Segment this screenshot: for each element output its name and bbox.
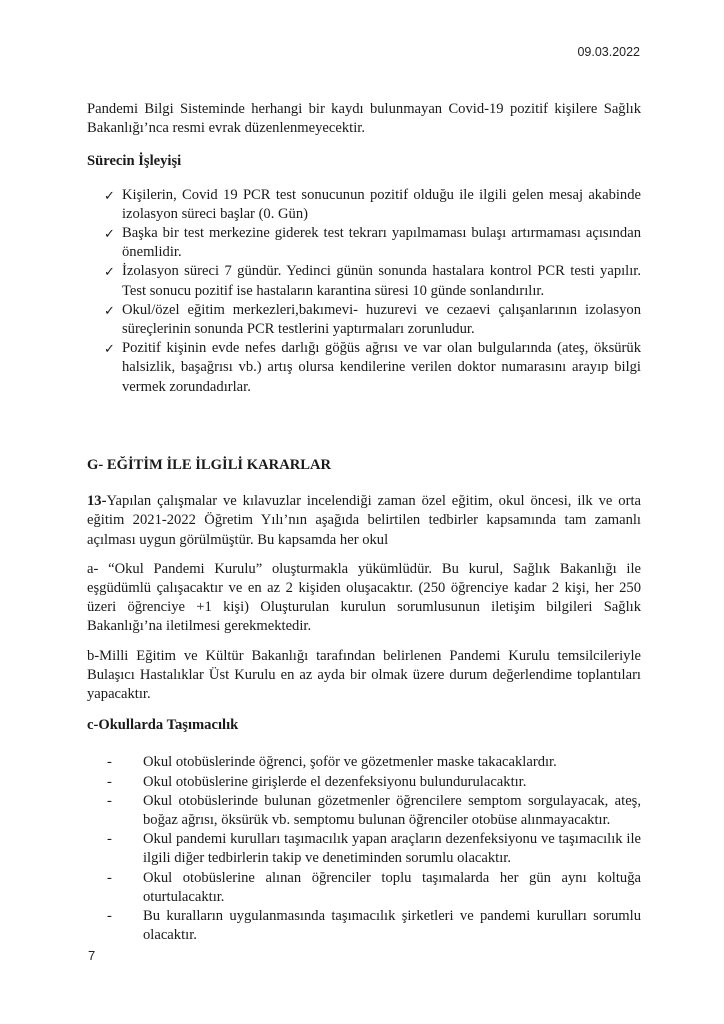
list-item: ✓ Başka bir test merkezine giderek test tekrarı yapılmaması bulaşı artırmaması açısından önemlidir.: [104, 225, 641, 261]
checkmark-icon: ✓: [104, 341, 115, 357]
item-13-paragraph: 13-Yapılan çalışmalar ve kılavuzlar incelendiği zaman özel eğitim, okul öncesi, ilk ve orta eğitim 2021-2022 Öğretim Yılı’nın aşağıda belirtilen tedbirler kapsamında tam zamanlı açılması uygun görülmüştür. Bu kapsamda her okul: [87, 493, 641, 548]
dash-bullet-icon: -: [107, 831, 112, 848]
dash-bullet-icon: -: [107, 773, 112, 790]
checkmark-icon: ✓: [104, 264, 115, 280]
page-body: [87, 100, 641, 397]
document-date: 09.03.2022: [577, 45, 640, 59]
dash-bullet-icon: -: [107, 754, 112, 771]
checkmark-icon: ✓: [104, 187, 115, 203]
checkmark-icon: ✓: [104, 226, 115, 242]
list-item: ✓ Pozitif kişinin evde nefes darlığı göğüs ağrısı ve var olan bulgularında (ateş, öksürük halsizlik, başağrısı vb.) artış olursa kendilerine verilen doktor numarasını arayıp bilgi vermek zorundadırlar.: [104, 340, 641, 395]
list-item: ✓ Kişilerin, Covid 19 PCR test sonucunun pozitif olduğu ile ilgili gelen mesaj akabinde izolasyon süreci başlar (0. Gün): [104, 186, 641, 222]
list-item: - Bu kuralların uygulanmasında taşımacılık şirketleri ve pandemi kurulları sorumlu olacaktır.: [107, 908, 641, 944]
section-g: [87, 456, 641, 945]
dash-bullet-icon: -: [107, 869, 112, 886]
process-list: [87, 186, 641, 397]
dash-bullet-icon: -: [107, 908, 112, 925]
list-item: - Okul otobüslerinde öğrenci, şoför ve gözetmenler maske takacaklardır.: [107, 753, 641, 772]
dash-bullet-icon: -: [107, 792, 112, 809]
transport-list: [87, 753, 641, 945]
checkmark-icon: ✓: [104, 302, 115, 318]
list-item: - Okul otobüslerinde bulunan gözetmenler öğrencilere semptom sorgulayacak, ateş, boğaz ağrısı, öksürük vb. semptomu bulunan öğrenciler otobüse alınmayacaktır.: [107, 792, 641, 829]
process-heading: Sürecin İşleyişi: [87, 153, 182, 170]
intro-paragraph: Pandemi Bilgi Sisteminde herhangi bir kaydı bulunmayan Covid-19 pozitif kişilere Sağlık Bakanlığı’nca resmi evrak düzenlenmeyecektir.: [87, 101, 641, 137]
transport-heading: c-Okullarda Taşımacılık: [87, 717, 239, 734]
list-item: ✓ Okul/özel eğitim merkezleri,bakımevi- huzurevi ve cezaevi çalışanlarının izolasyon süreçlerinin sonunda PCR testlerini yaptırmaları zorunludur.: [104, 301, 641, 338]
item-13-number: 13-: [87, 493, 107, 510]
list-item: - Okul otobüslerine alınan öğrenciler toplu taşımalarda her gün aynı koltuğa oturtulacaktır.: [107, 869, 641, 905]
section-g-heading: G- EĞİTİM İLE İLGİLİ KARARLAR: [87, 457, 332, 473]
page-number: 7: [88, 948, 96, 963]
list-item: - Okul otobüslerine girişlerde el dezenfeksiyonu bulundurulacaktır.: [107, 773, 641, 792]
list-item: - Okul pandemi kurulları taşımacılık yapan araçların dezenfeksiyonu ve taşımacılık ile ilgili diğer tedbirlerin takip ve denetiminden sorumlu olacaktır.: [107, 831, 641, 867]
paragraph-a: a- “Okul Pandemi Kurulu” oluşturmakla yükümlüdür. Bu kurul, Sağlık Bakanlığı ile eşgüdümlü çalışacaktır ve en az 2 kişiden oluşacaktır. (250 öğrenciye kadar 2 kişi, her 250 üzeri öğrenciye +1 kişi) Oluşturulan kurulun sorumlusunun iletişim bilgileri Sağlık Bakanlığı’na iletilmesi gerekmektedir.: [87, 560, 641, 635]
list-item: ✓ İzolasyon süreci 7 gündür. Yedinci günün sonunda hastalara kontrol PCR testi yapılır. Test sonucu pozitif ise hastaların karantina süresi 10 günde sonlandırılır.: [104, 263, 641, 299]
paragraph-b: b-Milli Eğitim ve Kültür Bakanlığı tarafından belirlenen Pandemi Kurulu temsilcileriyle Bulaşıcı Hastalıklar Üst Kurulu en az ayda bir olmak üzere durum değerlendime toplantıları yapacaktır.: [87, 647, 641, 703]
